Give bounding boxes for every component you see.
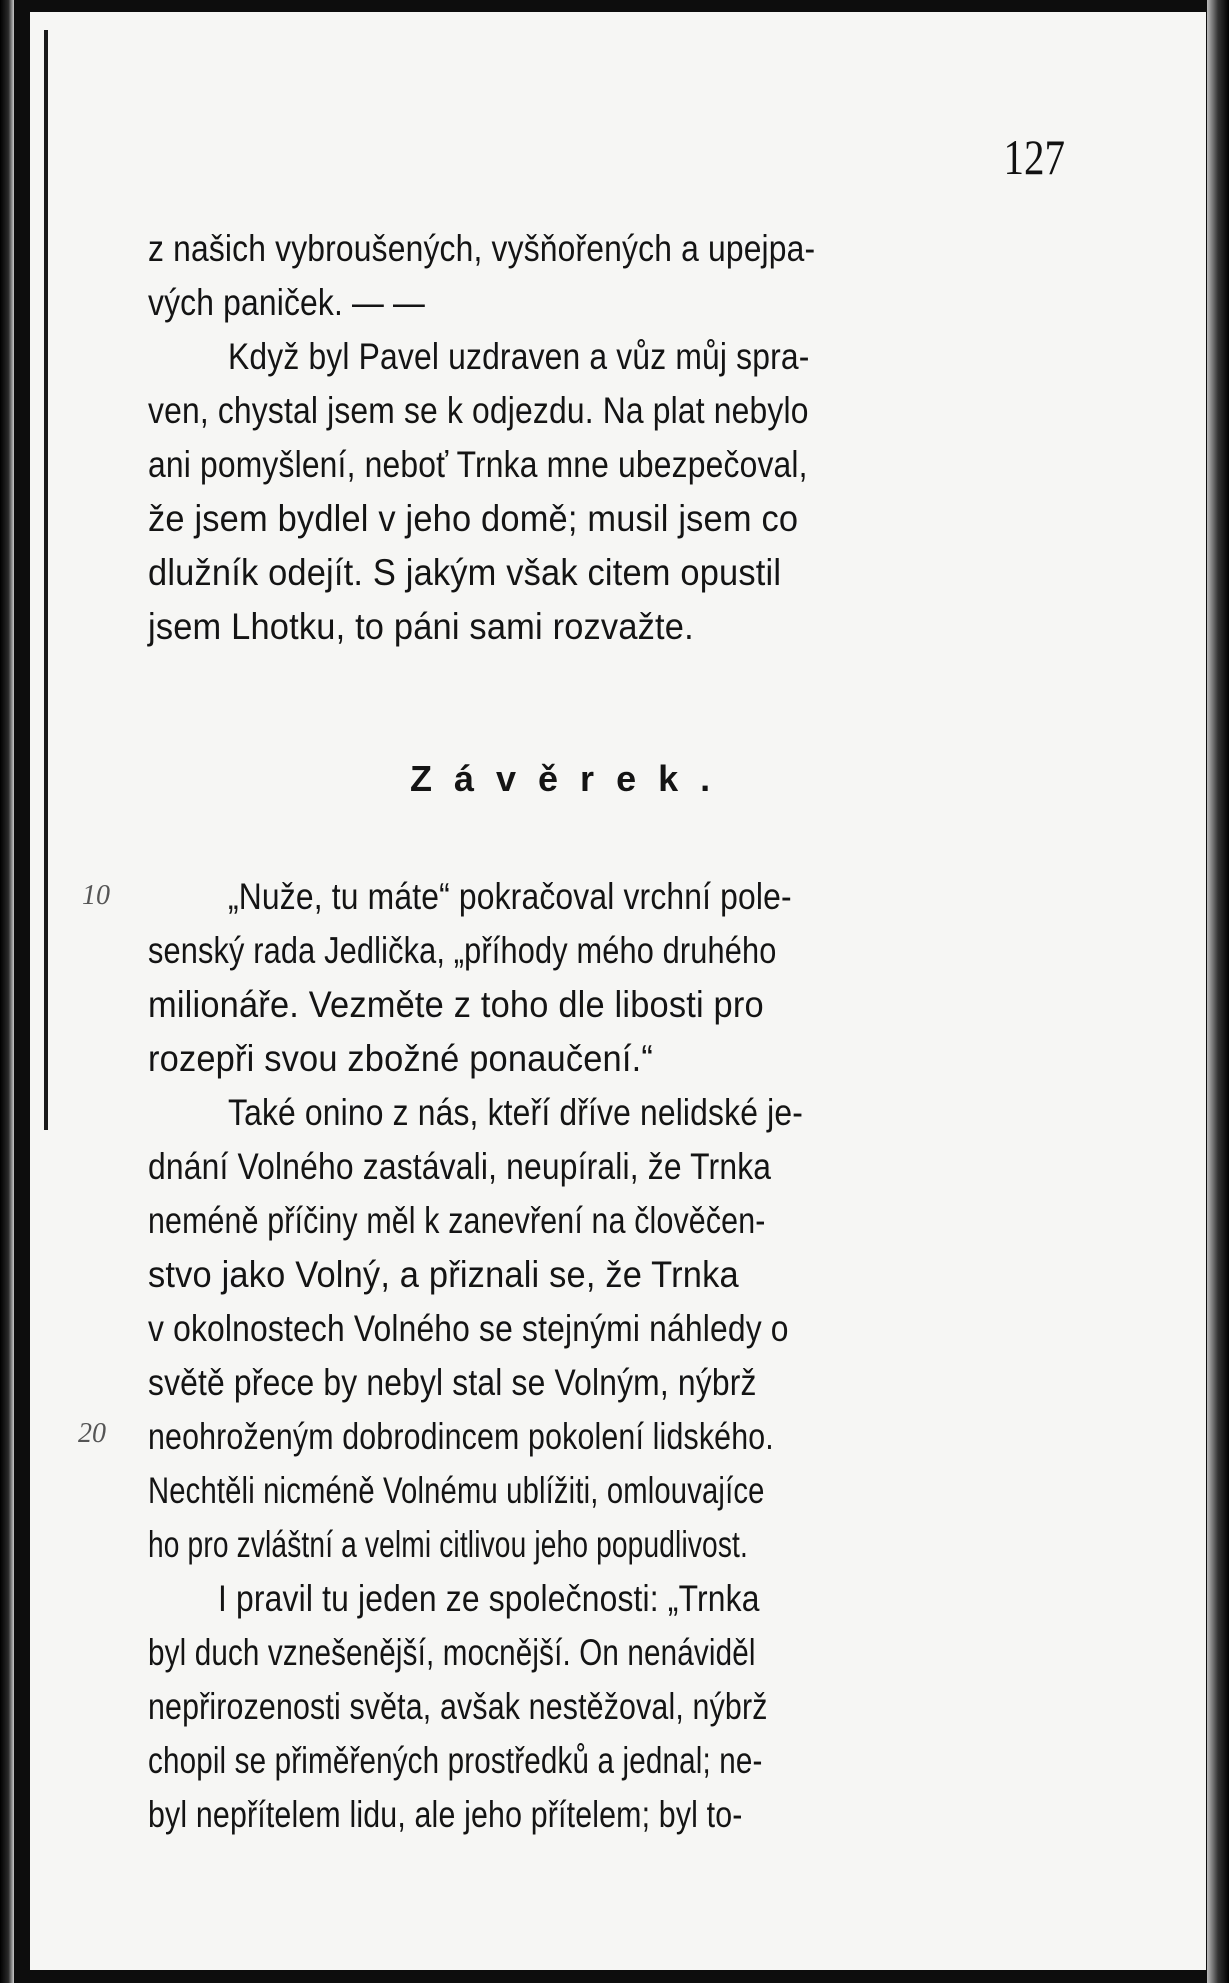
text-line: dlužník odejít. S jakým však citem opustil: [148, 552, 782, 593]
margin-annotation: 10: [82, 880, 110, 911]
text-line: rozepři svou zbožné ponaučení.“: [148, 1038, 654, 1079]
text-line: ven, chystal jsem se k odjezdu. Na plat nebylo: [148, 390, 809, 431]
text-line: Nechtěli nicméně Volnému ublížiti, omlouvajíce: [148, 1470, 765, 1511]
text-line: milionáře. Vezměte z toho dle libosti pro: [148, 984, 764, 1025]
text-line: byl nepřítelem lidu, ale jeho přítelem; byl to-: [148, 1794, 743, 1835]
text-line: ani pomyšlení, neboť Trnka mne ubezpečoval,: [148, 444, 808, 485]
text-line: dnání Volného zastávali, neupírali, že Trnka: [148, 1146, 772, 1187]
text-line: z našich vybroušených, vyšňořených a upejpa-: [148, 228, 816, 269]
text-line: Také onino z nás, kteří dříve nelidské je-: [228, 1092, 803, 1133]
text-line: I pravil tu jeden ze společnosti: „Trnka: [218, 1578, 760, 1619]
scan-right-edge: [1207, 0, 1229, 1983]
text-line: v okolnostech Volného se stejnými náhledy o: [148, 1308, 789, 1349]
text-line: Když byl Pavel uzdraven a vůz můj spra-: [228, 336, 810, 377]
chapter-heading: Závěrek.: [410, 758, 733, 799]
text-line: neohroženým dobrodincem pokolení lidského.: [148, 1416, 774, 1457]
text-line: světě přece by nebyl stal se Volným, nýbrž: [148, 1362, 757, 1403]
scan-left-edge: [0, 0, 14, 1983]
text-line: stvo jako Volný, a přiznali se, že Trnka: [148, 1254, 739, 1295]
text-line: senský rada Jedlička, „příhody mého druhého: [148, 930, 777, 971]
text-line: byl duch vznešenější, mocnější. On nenáviděl: [148, 1632, 756, 1673]
text-line: vých paniček. — —: [148, 282, 426, 323]
page-gutter-shadow: [44, 30, 48, 1130]
text-line: že jsem bydlel v jeho domě; musil jsem co: [148, 498, 799, 539]
text-line: chopil se přiměřených prostředků a jednal; ne-: [148, 1740, 763, 1781]
text-line: nepřirozenosti světa, avšak nestěžoval, nýbrž: [148, 1686, 768, 1727]
text-line: „Nuže, tu máte“ pokračoval vrchní pole-: [228, 876, 792, 917]
text-line: neméně příčiny měl k zanevření na člověčen-: [148, 1200, 766, 1241]
text-line: jsem Lhotku, to páni sami rozvažte.: [148, 606, 694, 647]
page-number: 127: [1003, 129, 1065, 185]
margin-annotation: 20: [78, 1418, 106, 1449]
text-line: ho pro zvláštní a velmi citlivou jeho popudlivost.: [148, 1524, 748, 1565]
